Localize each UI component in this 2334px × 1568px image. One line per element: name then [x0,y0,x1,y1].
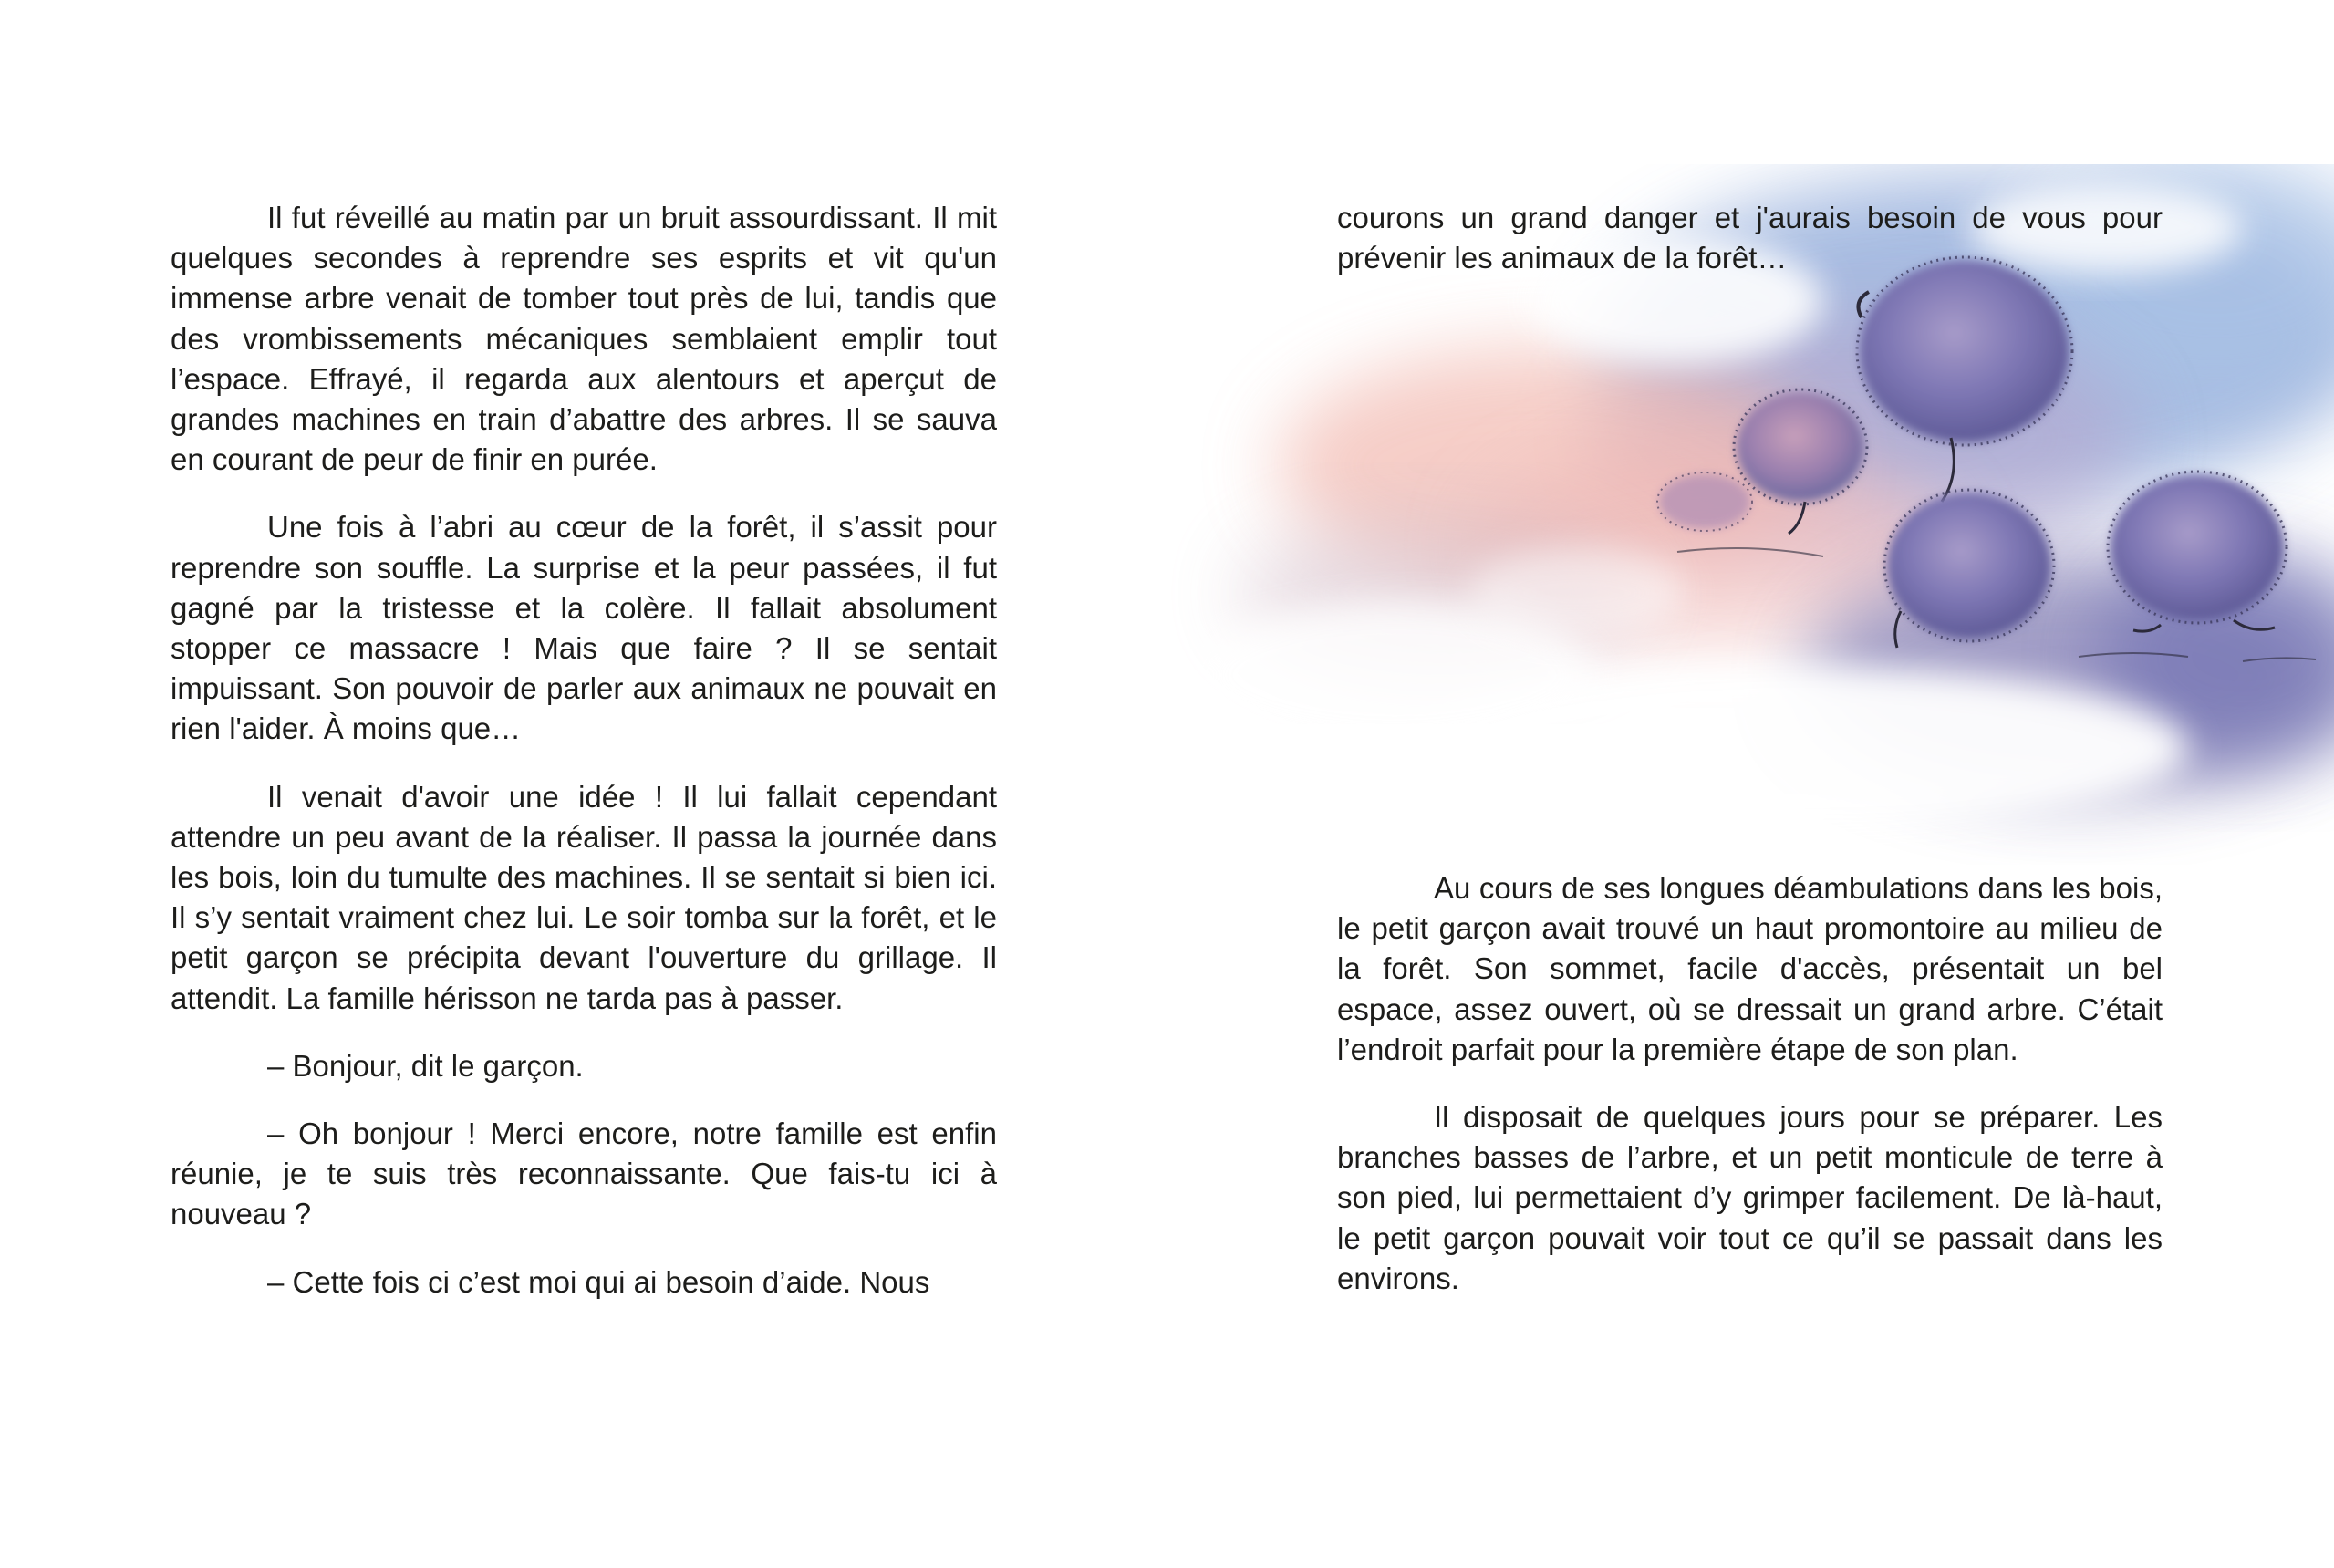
paragraph: Il venait d'avoir une idée ! Il lui fallait cependant attendre un peu avant de la réaliser. Il passa la journée dans les bois, loin du tumulte des machines. Il se sentait si bien ici. Il s’y sentait vraiment chez lui. Le soir tomba sur la forêt, et le petit garçon se précipita devant l'ouverture du grillage. Il attendit. La famille hérisson ne tarda pas à passer. [171,779,997,1015]
paragraph: Il disposait de quelques jours pour se préparer. Les branches basses de l’arbre, et un petit monticule de terre à son pied, lui permettaient d’y grimper facilement. De là-haut, le petit garçon pouvait voir tout ce qu’il se passait dans les environs. [1337,1100,2163,1295]
dialogue-line: – Cette fois ci c’est moi qui ai besoin d’aide. Nous [267,1264,930,1299]
paragraph: Une fois à l’abri au cœur de la forêt, il s’assit pour reprendre son souffle. La surprise et la peur passées, il fut gagné par la tristesse et la colère. Il fallait absolument stopper ce massacre ! Mais que faire ? Il se sentait impuissant. Son pouvoir de parler aux animaux ne pouvait en rien l'aider. À moins que… [171,510,997,746]
paragraph: Au cours de ses longues déambulations dans les bois, le petit garçon avait trouvé un haut promontoire au milieu de la forêt. Son sommet, facile d'accès, présentait un bel espace, assez ouvert, où se dressait un grand arbre. C’était l’endroit parfait pour la première étape de son plan. [1337,871,2163,1066]
right-page [1167,0,2334,1568]
paragraph: courons un grand danger et j'aurais besoin de vous pour prévenir les animaux de la forêt… [1337,201,2163,275]
right-page-bottom-text [1337,868,2163,1299]
paragraph: Il fut réveillé au matin par un bruit assourdissant. Il mit quelques secondes à reprendre ses esprits et vit qu'un immense arbre venait de tomber tout près de lui, tandis que des vrombissements mécaniques semblaient emplir tout l’espace. Effrayé, il regarda aux alentours et aperçut de grandes machines en train d’abattre des arbres. Il se sauva en courant de peur de finir en purée. [171,201,997,477]
right-page-top-text [1337,198,2163,278]
dialogue-line: – Oh bonjour ! Merci encore, notre famille est enfin réunie, je te suis très reconnaissante. Que fais-tu ici à nouveau ? [171,1116,997,1231]
dialogue-line: – Bonjour, dit le garçon. [267,1048,584,1083]
left-page-text [171,198,997,1303]
